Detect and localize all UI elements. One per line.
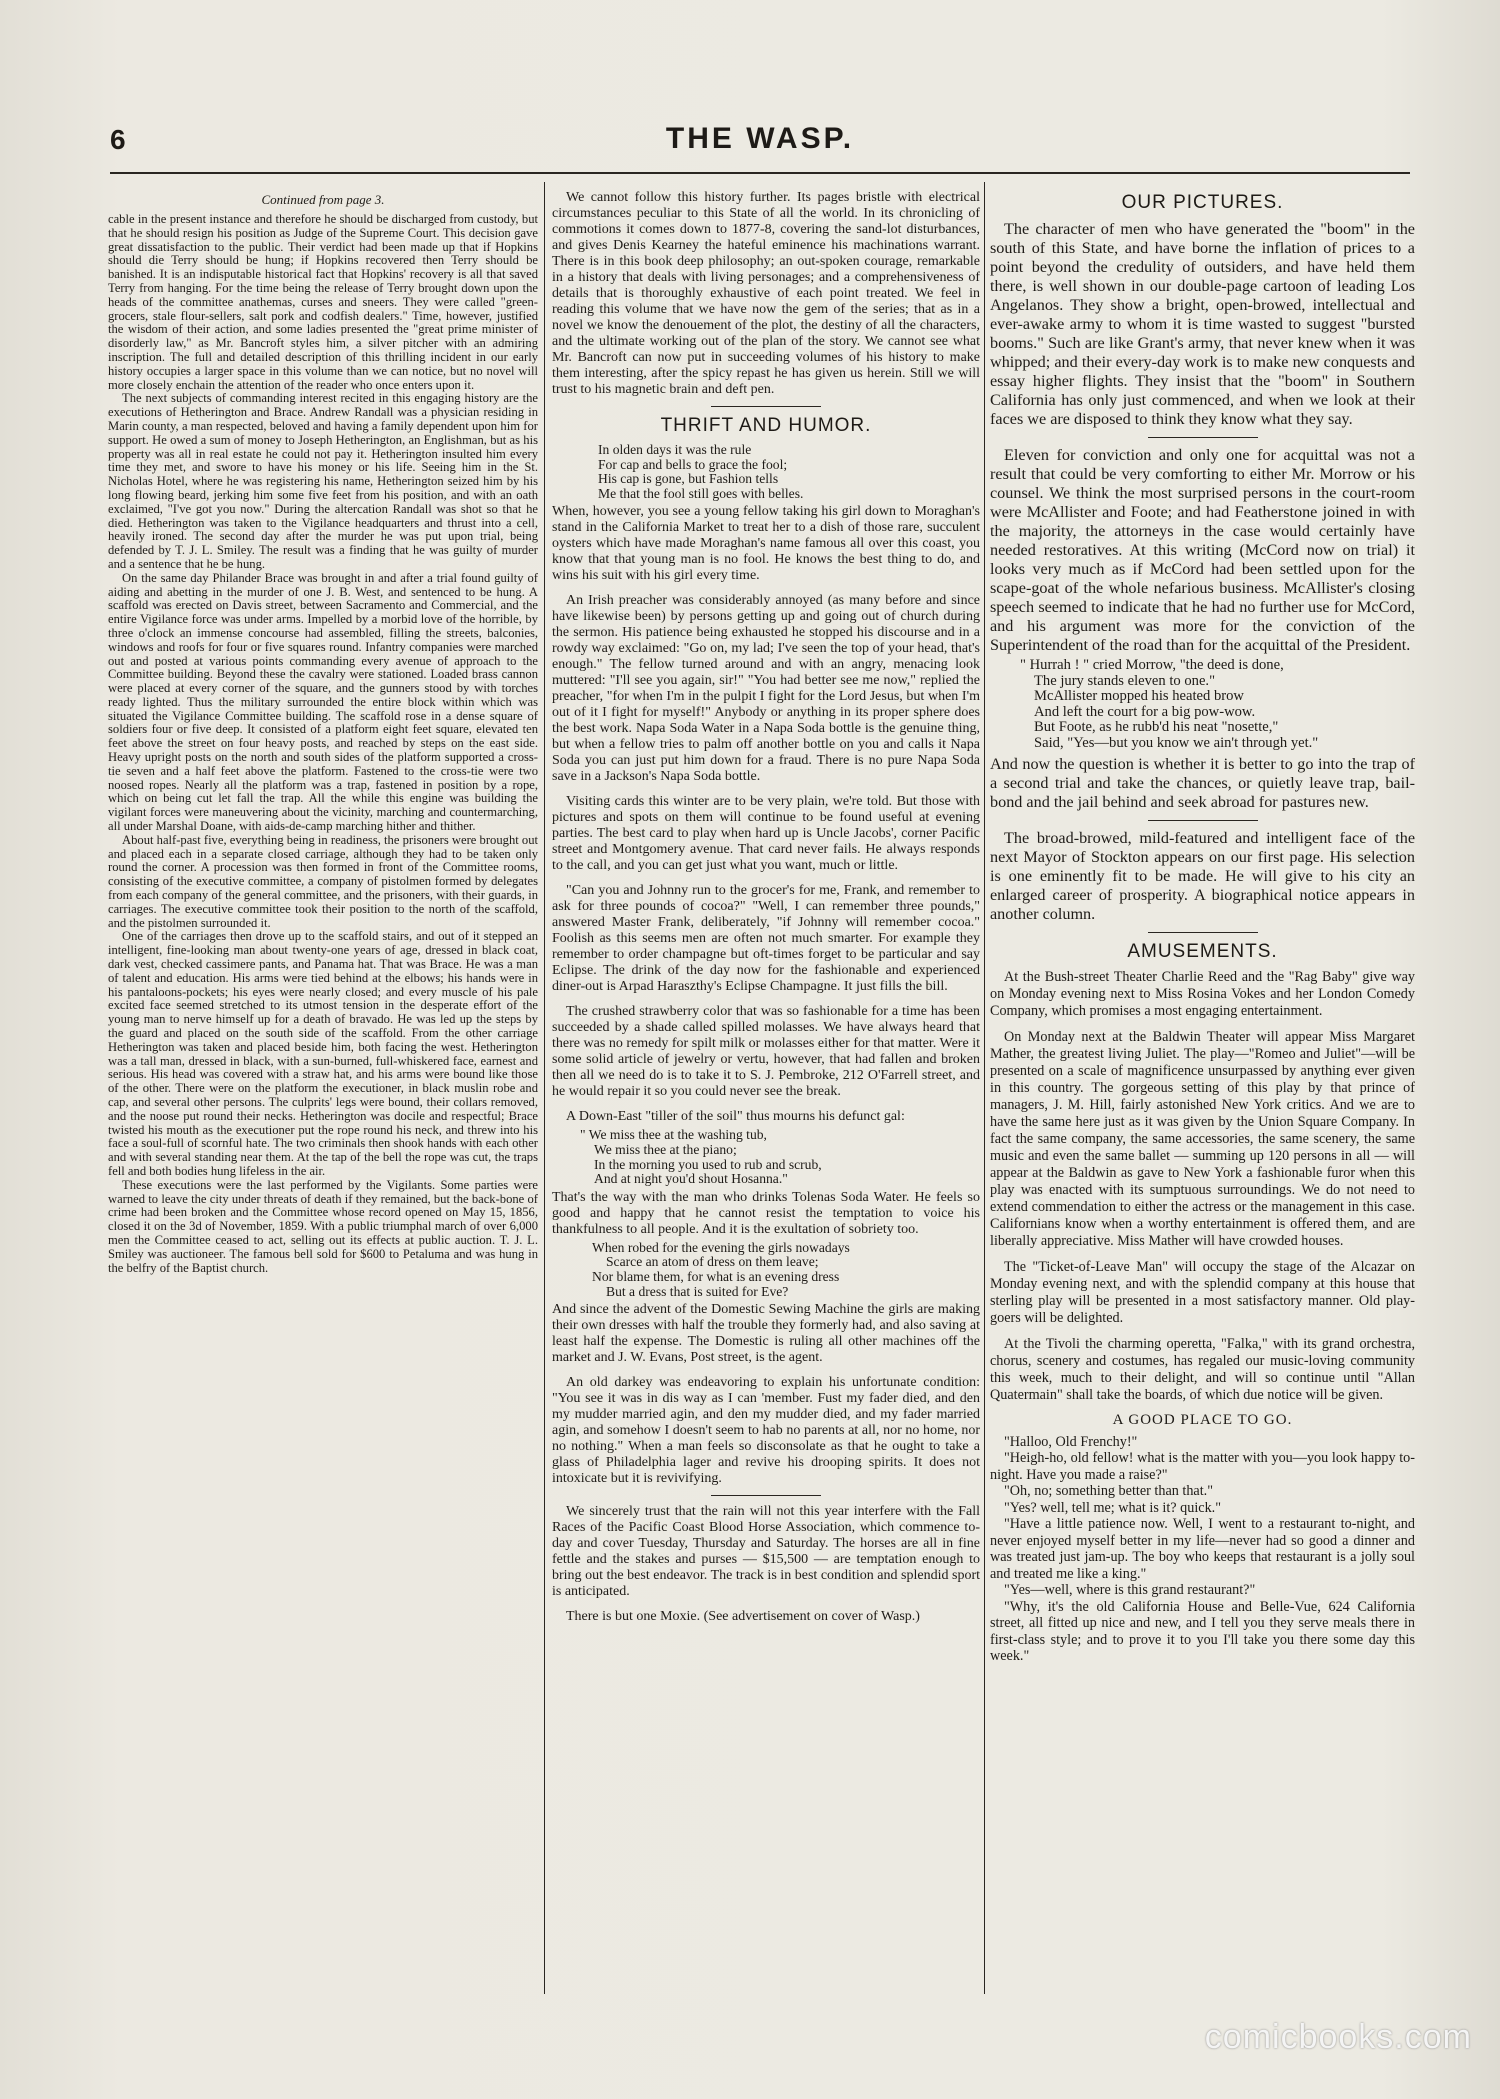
poem-line: In the morning you used to rub and scrub, (594, 1156, 822, 1172)
paragraph: On the same day Philander Brace was brought in and after a trial found guilty of aiding and abetting in the murder of one J. B. West, and sentenced to be hung. A scaffold was erected on Davis street, between Sacramento and Commercial, and the entire Vigilance force was under arms. Impelled by a morbid love of the horrible, by three o'clock an immense concourse had assembled, filling the streets, balconies, windows and roofs for four or five squares round. Infantry companies were marched out and posted at various points commanding every avenue of approach to the Committee building. Beyond these the cavalry were stationed. Loaded brass cannon were placed at every corner of the square, and the gunners stood by with torches ready lighted. Thus the military surrounded the entire block within which was situated the Vigilance Committee building. The scaffold rose in a dense square of soldiers four or five deep. It consisted of a platform eight feet square, elevated ten feet above the street on four heavy posts, and reached by steps on the east side. Heavy upright posts on the north and south sides of the platform supported a cross-tie seven and a half feet above the platform. Fastened to the cross-tie were two noosed ropes. Nearly all the platform was a trap, fastened in position by a rope, which on being cut let fall the trap. All the while this engine was building the vigilant forces were maneuvering about the vicinity, marching and countermarching, all under Marshal Doane, with aids-de-camp marching hither and thither. (108, 570, 538, 834)
poem-line: McAllister mopped his heated brow (1034, 688, 1244, 705)
paragraph: About half-past five, everything being in readiness, the prisoners were brought out and placed each in a separate closed carriage, although they had to be taken only round the corner. A procession was then formed in front of the Committee rooms, consisting of the executive committee, a company of pistolmen formed by delegates from each company of the general committee, and the prisoners, with their guards, in carriages. The executive committee took their position to the north of the scaffold, and the pistolmen surrounded it. (108, 832, 538, 930)
poem-line: Nor blame them, for what is an evening dress (592, 1268, 840, 1284)
poem-line: And at night you'd shout Hosanna." (594, 1171, 788, 1187)
paragraph: There is but one Moxie. (See advertisement on cover of Wasp.) (566, 1609, 920, 1625)
section-heading-good-place: A GOOD PLACE TO GO. (1112, 1411, 1293, 1428)
poem-line: His cap is gone, but Fashion tells (598, 471, 779, 487)
section-heading-thrift: THRIFT AND HUMOR. (660, 415, 872, 436)
poem-line: Scarce an atom of dress on them leave; (606, 1254, 819, 1270)
paragraph: "Can you and Johnny run to the grocer's for me, Frank, and remember to ask for three pounds of cocoa?" "Well, I can remember three pounds," answered Master Frank, deliberately, "if Johnny will remember cocoa." Foolish as this seems men are often not much smarter. For example they remember to order champagne but oft-times forget to be particular and say Eclipse. The drink of the day now for the fashionable and experienced diner-out is Arpad Haraszthy's Eclipse Champagne. It just fills the bill. (552, 883, 980, 995)
poem-line: We miss thee at the piano; (594, 1141, 737, 1157)
column-divider (984, 182, 985, 1994)
paragraph: These executions were the last performed by the Vigilants. Some parties were warned to leave the city under threats of death if they remained, but the back-bone of crime had been broken and the Committee whose record opened on May 15, 1856, closed it on the 3d of November, 1859. With a public triumphal march of over 6,000 men the Committee ceased to act, selling out its effects at public auction. T. J. L. Smiley was auctioneer. The famous bell sold for $600 to Petaluma and was hung in the belfry of the Baptist church. (108, 1177, 538, 1275)
dialogue-line: "Heigh-ho, old fellow! what is the matter with you—you look happy to-night. Have you made a raise?" (990, 1450, 1415, 1483)
poem-line: The jury stands eleven to one." (1034, 672, 1216, 689)
section-heading-amusements: AMUSEMENTS. (1127, 940, 1278, 962)
page-number: 6 (110, 124, 126, 155)
dialogue-line: "Yes—well, where is this grand restaurant?" (1004, 1582, 1256, 1599)
poem-line: In olden days it was the rule (598, 442, 752, 457)
section-rule (711, 406, 821, 407)
section-rule (1148, 932, 1258, 933)
poem-line: " We miss thee at the washing tub, (580, 1127, 767, 1143)
poem (1020, 658, 1415, 752)
header-rule (110, 172, 1410, 174)
paragraph: We cannot follow this history further. Its pages bristle with electrical circumstances peculiar to this State of all the world. In its chronicling of commotions it comes down to 1877-8, covering the sand-lot disturbances, and gives Denis Kearney the hateful eminence his machinations warrant. There is in this book deep philosophy; an out-spoken courage, remarkable in a history that deals with living personages; and a comprehensiveness of details that is thoroughly exhaustive of each point treated. We feel in reading this volume that we have now the gem of the series; that as in a novel we know the denouement of the plot, the destiny of all the characters, and the ultimate working out of the plan of the story. We cannot see what Mr. Bancroft can now put in succeeding volumes of his history to make them interesting, after the spicy repast he has given us herein. Still we will trust to his magnetic brain and deft pen. (552, 190, 980, 397)
section-rule (1148, 437, 1258, 438)
paragraph: The crushed strawberry color that was so fashionable for a time has been succeeded by a shade called spilled molasses. We have always heard that there was no remedy for spilt milk or molasses either for that matter. Were it some solid article of jewelry or vertu, however, that had fallen and broken then all we need do is to take it to S. J. Pembroke, 212 O'Farrell street, and he would repair it so you could never see the break. (552, 1004, 980, 1100)
paragraph: The broad-browed, mild-featured and intelligent face of the next Mayor of Stockton appears on our first page. His selection is one eminently fit to be made. He will give to his city an enlarged career of prosperity. A biographical notice appears in another column. (990, 828, 1415, 923)
paragraph: The next subjects of commanding interest recited in this engaging history are the executions of Hetherington and Brace. Andrew Randall was a physician residing in Marin county, a man respected, beloved and having a family dependent upon him for support. He owed a sum of money to Joseph Hetherington, an Englishman, but as his property was all in real estate he could not pay it. Hetherington insulted him every time they met, and swore to have his money or his life. Seeing him in the St. Nicholas Hotel, where he was registering his name, Hetherington seized him by his long flowing beard, jerking him some five feet from his position, and with an oath exclaimed, "I've got you now." During the altercation Randall was shot so that he died. Hetherington was taken to the Vigilance headquarters and thrust into a cell, heavily ironed. The second day after the murder he was put upon trial, being defended by T. J. L. Smiley. The result was a finding that he was guilty of murder and a sentence that he be hung. (108, 391, 538, 571)
page-header (110, 118, 1410, 162)
paragraph: On Monday next at the Baldwin Theater will appear Miss Margaret Mather, the greatest living Juliet. The play—"Romeo and Juliet"—will be presented on a scale of magnificence unsurpassed by anything ever given in this country. The gorgeous setting of this play by that prince of managers, J. M. Hill, fairly astonished New York critics. And we are to have the same here just as it was given by the Union Square Company. In fact the same company, the same accessories, the same scenery, the same music and even the same ballet — summing up 120 persons in all — will appear at the Baldwin as gave to New York a fashionable furor when this play was enacted with its sumptuous surroundings. We do not need to extend commendation to either the actress or the management in this case. Californians know when a worthy entertainment is offered them, and are liberally appreciative. Miss Mather will have crowded houses. (990, 1028, 1415, 1249)
paragraph: The "Ticket-of-Leave Man" will occupy the stage of the Alcazar on Monday evening next, and with the splendid company at this house that sterling play will be presented in a most satisfactory manner. Old play-goers will be delighted. (990, 1258, 1415, 1326)
paragraph: At the Tivoli the charming operetta, "Falka," with its grand orchestra, chorus, scenery and costumes, has regaled our music-loving community this week, much to their delight, and will so continue until "Allan Quatermain" shall take the boards, of which due notice will be given. (990, 1335, 1415, 1403)
paragraph: At the Bush-street Theater Charlie Reed and the "Rag Baby" give way on Monday evening next to Miss Rosina Vokes and her London Comedy Company, which promises a most engaging entertainment. (990, 968, 1415, 1019)
paragraph: An Irish preacher was considerably annoyed (as many before and since have likewise been) by persons getting up and going out of church during the sermon. His patience being exhausted he stopped his discourse and in a rowdy way exclaimed: "Go on, my lad; I've seen the top of your head, that's enough." The fellow turned around and with an angry, menacing look muttered: "I'll see you again, sir!" "You had better see me now," replied the preacher, "for when I'm in the pulpit I fight for the Lord Jesus, but when I'm out of it I fight for myself!" Anybody or anything in its proper sphere does the best work. Napa Soda Water in a Napa Soda bottle is the genuine thing, but when a fellow tries to palm off another bottle on you and calls it Napa Soda you can just put him down for a fraud. There is no pure Napa Soda save in a Jackson's Napa Soda bottle. (552, 593, 980, 785)
paragraph: And since the advent of the Domestic Sewing Machine the girls are making their own dresses with half the trouble they formerly had, and also saving at least half the expense. The Domestic is ruling all other machines off the market and J. W. Evans, Post street, is the agent. (552, 1302, 980, 1366)
paragraph: We sincerely trust that the rain will not this year interfere with the Fall Races of the Pacific Coast Blood Horse Association, which commence to-day and cover Tuesday, Thursday and Saturday. The horses are all in fine fettle and the stakes and purses — $15,500 — are temptation enough to bring out the best endeavor. The track is in best condition and splendid sport is anticipated. (552, 1504, 980, 1600)
section-rule (1148, 820, 1258, 821)
paragraph: And now the question is whether it is better to go into the trap of a second trial and take the chances, or quietly leave trap, bail-bond and the jail behind and seek abroad for pastures new. (990, 754, 1415, 811)
dialogue-line: "Halloo, Old Frenchy!" (1004, 1433, 1138, 1450)
poem-line: For cap and bells to grace the fool; (598, 456, 788, 472)
paragraph: Visiting cards this winter are to be very plain, we're told. But those with pictures and spots on them will continue to be found useful at evening parties. The best card to play when hard up is Uncle Jacobs', corner Pacific street and Montgomery avenue. That card never fails. He always responds to the call, and you can get just what you want, much or little. (552, 794, 980, 874)
poem-line: Said, "Yes—but you know we ain't through yet." (1034, 734, 1319, 751)
poem-line: But Foote, as he rubb'd his neat "nosette," (1034, 719, 1279, 736)
poem (580, 1128, 980, 1186)
column-divider (544, 182, 545, 1994)
poem-line: When robed for the evening the girls nowadays (592, 1239, 850, 1255)
paragraph: The character of men who have generated the "boom" in the south of this State, and have borne the inflation of prices to a point beyond the credulity of outsiders, and have held them there, is well shown in our double-page cartoon of leading Los Angelanos. They show a bright, open-browed, intellectual and ever-awake army to whom it is time wasted to suggest "bursted booms." Such are like Grant's army, that never knew when it was whipped; and their every-day work is to make new conquests and essay higher flights. They insist that the "boom" in Southern California has only just commenced, and when we look at their faces we are disposed to think they know what they say. (990, 220, 1415, 428)
poem-line: " Hurrah ! " cried Morrow, "the deed is done, (1020, 657, 1284, 673)
paragraph: Eleven for conviction and only one for acquittal was not a result that could be very comforting to either Mr. Morrow or his counsel. We think the most surprised persons in the court-room were McAllister and Foote; and had Featherstone joined in with the majority, the attorneys in the case would certainly have needed restoratives. At this writing (McCord now on trial) it looks very much as if McCord had been settled upon for the scape-goat of the whole nefarious business. McAllister's closing speech seemed to indicate that he had no further use for McCord, and his argument was more for the conviction of the Superintendent of the road than for the acquittal of the President. (990, 446, 1415, 654)
poem-line: But a dress that is suited for Eve? (606, 1283, 789, 1299)
column-history (108, 190, 538, 1990)
dialogue-line: "Have a little patience now. Well, I went to a restaurant to-night, and never enjoyed myself better in my life—never had so good a dinner and was treated just jam-up. The boy who keeps that restaurant is a jolly soul and treated me like a king." (990, 1516, 1415, 1582)
section-rule (711, 1495, 821, 1496)
paragraph: That's the way with the man who drinks Tolenas Soda Water. He feels so good and happy that he cannot resist the temptation to voice his thankfulness to all people. And it is the exultation of sobriety too. (552, 1189, 980, 1237)
column-thrift-humor (552, 190, 980, 1990)
masthead-title: THE WASP. (665, 122, 855, 155)
paragraph: An old darkey was endeavoring to explain his unfortunate condition: "You see it was in dis way as I can 'member. Fust my fader died, and den my mudder married agin, and den my mudder died, and my fader married agin, and somehow I doesn't seem to hab no parents at all, nor no home, nor no nothing." When a man feels so disconsolate as that he ought to take a glass of Philadelphia lager and revive his drooping spirits. It does not intoxicate but it is revivifying. (552, 1375, 980, 1487)
continued-note: Continued from page 3. (261, 192, 385, 207)
dialogue-line: "Why, it's the old California House and Belle-Vue, 624 California street, all fitted up nice and new, and I tell you they serve meals there in first-class style; and to prove it to you I'll take you there some day this week." (990, 1598, 1415, 1665)
dialogue-line: "Yes? well, tell me; what is it? quick." (1004, 1499, 1222, 1516)
column-pictures-amusements (990, 190, 1415, 1990)
watermark-logo: comicbooks.com (1204, 2018, 1472, 2056)
section-heading-pictures: OUR PICTURES. (1121, 192, 1284, 213)
paragraph: A Down-East "tiller of the soil" thus mourns his defunct gal: (566, 1109, 905, 1125)
poem-line: Me that the fool still goes with belles. (598, 485, 804, 501)
paragraph: One of the carriages then drove up to the scaffold stairs, and out of it stepped an intelligent, fine-looking man about twenty-one years of age, dressed in black coat, dark vest, checked cassimere pants, and Panama hat. That was Brace. He was a man of talent and education. His arms were tied behind at the elbows; his hands were in his pantaloons-pockets; his eyes were nearly closed; and every muscle of his pale excited face seemed stretched to its utmost tension in the desperate effort of the young man to nerve himself up for a death of bravado. He was led up the steps by the guard and placed on the south side of the scaffold. From the other carriage Hetherington was taken and placed beside him, both facing the west. Hetherington was a tall man, dressed in black, with a sun-burned, full-whiskered face, earnest and serious. His head was covered with a straw hat, and his arms were bound like those of the other. There were on the platform the executioner, in black muslin robe and cap, and several other persons. The culprits' legs were bound, their collars removed, and the noose put round their necks. Hetherington was docile and respectful; Brace twisted his mouth as the executioner put the rope round his neck, and threw into his face a soul-full of scornful hate. The two criminals then shook hands with each other and with several standing near them. At the tap of the bell the rope was cut, the traps fell and both bodies hung lifeless in the air. (108, 929, 538, 1178)
dialogue-line: "Oh, no; something better than that." (1004, 1483, 1213, 1500)
paragraph: When, however, you see a young fellow taking his girl down to Moraghan's stand in the California Market to treat her to a dish of those rare, succulent oysters which have made Moraghan's name famous all over this coast, you know that that young man is no fool. He knows the best thing to do, and wins his suit with his girl every time. (552, 504, 980, 584)
poem-line: And left the court for a big pow-wow. (1034, 703, 1256, 720)
paragraph: cable in the present instance and therefore he should be discharged from custody, but that he should resign his position as Judge of the Supreme Court. This decision gave great dissatisfaction to the public. Their verdict had been made up that if Hopkins should die Terry should be hung; if Hopkins recovered then Terry should be banished. It is an indisputable historical fact that Hopkins' recovery is all that saved Terry from hanging. For the time being the release of Terry brought down upon the heads of the committee anathemas, curses and sneers. They were called "green-grocers, stale flour-sellers, salt pork and codfish dealers." Time, however, justified the wisdom of their action, and some ladies presented the "great prime minister of disorderly law," as Mr. Bancroft styles him, a silver pitcher with an admiring inscription. The full and detailed description of this thrilling incident in our early history occupies a larger space in this volume than we can notice, but no novel will more closely enchain the attention of the reader who once enters upon it. (108, 212, 538, 392)
poem (598, 443, 980, 501)
poem (592, 1241, 980, 1299)
